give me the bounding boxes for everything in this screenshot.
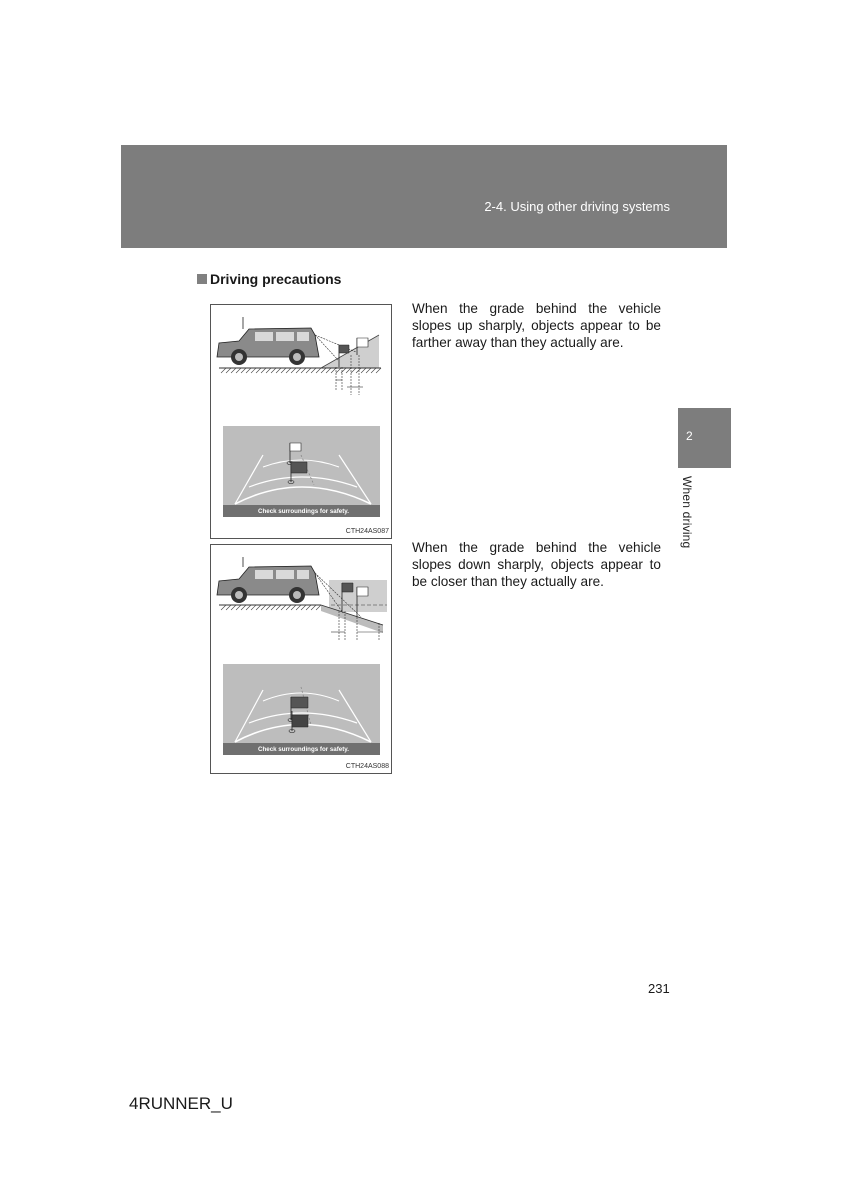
document-footer: 4RUNNER_U [129, 1094, 233, 1113]
chapter-label: When driving [680, 476, 694, 549]
chapter-number: 2 [686, 429, 693, 443]
paragraph-slope-up: When the grade behind the vehicle slopes up sharply, objects appear to be farther away than they actually are. [412, 301, 661, 350]
square-bullet-icon [197, 274, 207, 284]
section-heading [197, 271, 341, 287]
chapter-header [121, 145, 727, 248]
camera-caption: Check surroundings for safety. [258, 508, 349, 515]
paragraph-slope-down: When the grade behind the vehicle slopes down sharply, objects appear to be closer than they actually are. [412, 540, 661, 589]
slope-down-illustration [211, 545, 391, 773]
slope-up-illustration [211, 305, 391, 538]
figure-slope-up [210, 304, 392, 539]
section-title: Driving precautions [210, 271, 342, 287]
camera-caption: Check surroundings for safety. [258, 746, 349, 753]
header-title: 2-4. Using other driving systems [484, 199, 670, 214]
figure-code: CTH24AS088 [345, 763, 389, 770]
figure-code: CTH24AS087 [345, 528, 389, 535]
figure-slope-down [210, 544, 392, 774]
chapter-tab [678, 408, 731, 468]
page-number: 231 [648, 981, 670, 996]
